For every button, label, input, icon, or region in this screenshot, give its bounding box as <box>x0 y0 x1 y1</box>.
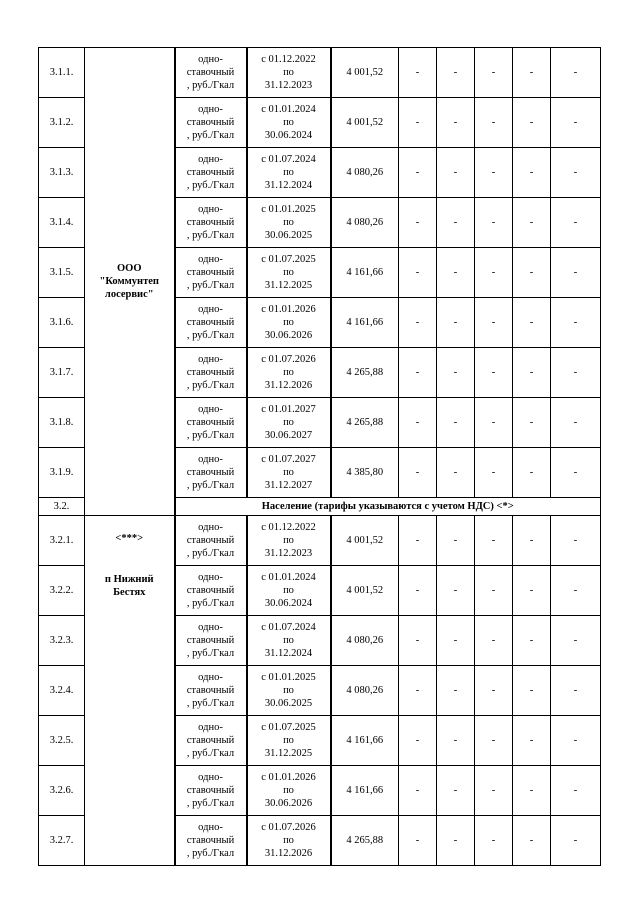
empty-value-cell: - <box>475 248 513 298</box>
tariff-type-cell-line: одно- <box>198 722 223 733</box>
period-cell-line: 30.06.2024 <box>264 130 313 141</box>
period-cell-line: с 01.01.2027 <box>261 404 316 415</box>
empty-value-cell: - <box>475 148 513 198</box>
tariff-value-cell: 4 265,88 <box>331 348 399 398</box>
period-cell-line: 30.06.2025 <box>264 230 313 241</box>
tariff-type-cell <box>175 298 247 348</box>
empty-value-cell: - <box>475 816 513 866</box>
tariff-value-cell: 4 265,88 <box>331 816 399 866</box>
tariff-value-cell: 4 001,52 <box>331 48 399 98</box>
period-cell <box>247 98 331 148</box>
period-cell-line: по <box>283 535 294 546</box>
empty-value-cell: - <box>513 298 551 348</box>
empty-value-cell: - <box>513 766 551 816</box>
empty-value-cell: - <box>475 398 513 448</box>
period-cell <box>247 816 331 866</box>
empty-value-cell: - <box>437 398 475 448</box>
empty-value-cell: - <box>551 98 601 148</box>
tariff-value-cell: 4 161,66 <box>331 298 399 348</box>
tariff-type-cell-line: ставочный <box>186 267 235 278</box>
tariff-type-cell-line: ставочный <box>186 635 235 646</box>
tariff-type-cell-line: ставочный <box>186 317 235 328</box>
tariff-type-cell-line: одно- <box>198 822 223 833</box>
organization-name-line: ООО <box>116 263 142 274</box>
tariff-type-cell-line: одно- <box>198 404 223 415</box>
tariff-type-cell <box>175 398 247 448</box>
empty-value-cell: - <box>399 716 437 766</box>
period-cell-line: по <box>283 735 294 746</box>
period-cell <box>247 148 331 198</box>
period-cell-line: с 01.01.2025 <box>261 204 316 215</box>
empty-value-cell: - <box>513 248 551 298</box>
period-cell-line: по <box>283 635 294 646</box>
period-cell-line: 30.06.2025 <box>264 698 313 709</box>
empty-value-cell: - <box>399 298 437 348</box>
row-number-cell: 3.1.2. <box>39 98 85 148</box>
empty-value-cell: - <box>551 348 601 398</box>
empty-value-cell: - <box>513 198 551 248</box>
section-number-cell: 3.2. <box>39 498 85 516</box>
spacer <box>85 516 174 532</box>
empty-value-cell: - <box>551 398 601 448</box>
tariff-type-cell <box>175 516 247 566</box>
empty-value-cell: - <box>399 816 437 866</box>
row-number-cell: 3.2.3. <box>39 616 85 666</box>
empty-value-cell: - <box>551 766 601 816</box>
empty-value-cell: - <box>399 148 437 198</box>
empty-value-cell: - <box>399 248 437 298</box>
row-number-cell: 3.1.8. <box>39 398 85 448</box>
organization-location-line: Бестях <box>113 587 146 598</box>
period-cell-line: с 01.01.2026 <box>261 772 316 783</box>
table-row <box>39 516 601 566</box>
row-number-cell: 3.2.4. <box>39 666 85 716</box>
tariff-type-cell-line: , руб./Гкал <box>186 480 235 491</box>
period-cell-line: по <box>283 585 294 596</box>
empty-value-cell: - <box>475 448 513 498</box>
organization-name-line: лосервис" <box>104 289 154 300</box>
tariff-type-cell <box>175 48 247 98</box>
empty-value-cell: - <box>399 666 437 716</box>
empty-value-cell: - <box>513 816 551 866</box>
empty-value-cell: - <box>551 48 601 98</box>
tariff-type-cell <box>175 98 247 148</box>
table-row <box>39 48 601 98</box>
tariff-type-cell-line: одно- <box>198 772 223 783</box>
organization-name-line: "Коммунтеп <box>99 276 159 287</box>
period-cell-line: по <box>283 417 294 428</box>
empty-value-cell: - <box>513 616 551 666</box>
tariff-type-cell <box>175 716 247 766</box>
period-cell <box>247 348 331 398</box>
tariff-type-cell-line: одно- <box>198 104 223 115</box>
tariff-type-cell-line: ставочный <box>186 585 235 596</box>
tariff-type-cell-line: одно- <box>198 522 223 533</box>
period-cell <box>247 398 331 448</box>
tariff-value-cell: 4 001,52 <box>331 98 399 148</box>
tariff-table-body <box>39 48 601 866</box>
organization-cell <box>85 48 175 516</box>
period-cell-line: по <box>283 467 294 478</box>
empty-value-cell: - <box>551 448 601 498</box>
empty-value-cell: - <box>475 666 513 716</box>
period-cell-line: с 01.07.2025 <box>261 254 316 265</box>
period-cell-line: 31.12.2024 <box>264 180 313 191</box>
empty-value-cell: - <box>437 448 475 498</box>
period-cell-line: с 01.07.2025 <box>261 722 316 733</box>
empty-value-cell: - <box>437 816 475 866</box>
tariff-type-cell-line: одно- <box>198 254 223 265</box>
period-cell-line: 31.12.2025 <box>264 280 313 291</box>
period-cell-line: по <box>283 267 294 278</box>
empty-value-cell: - <box>513 666 551 716</box>
tariff-type-cell-line: , руб./Гкал <box>186 230 235 241</box>
empty-value-cell: - <box>399 348 437 398</box>
period-cell-line: по <box>283 217 294 228</box>
empty-value-cell: - <box>437 298 475 348</box>
period-cell-line: с 01.07.2024 <box>261 622 316 633</box>
period-cell-line: 31.12.2026 <box>264 848 313 859</box>
empty-value-cell: - <box>475 566 513 616</box>
tariff-type-cell-line: , руб./Гкал <box>186 798 235 809</box>
tariff-value-cell: 4 001,52 <box>331 516 399 566</box>
row-number-cell: 3.1.5. <box>39 248 85 298</box>
empty-value-cell: - <box>399 616 437 666</box>
tariff-type-cell-line: одно- <box>198 304 223 315</box>
period-cell-line: по <box>283 785 294 796</box>
period-cell-line: 30.06.2026 <box>264 798 313 809</box>
tariff-type-cell-line: ставочный <box>186 67 235 78</box>
empty-value-cell: - <box>551 516 601 566</box>
empty-value-cell: - <box>513 148 551 198</box>
empty-value-cell: - <box>437 766 475 816</box>
tariff-type-cell-line: ставочный <box>186 535 235 546</box>
period-cell-line: по <box>283 317 294 328</box>
tariff-type-cell <box>175 448 247 498</box>
empty-value-cell: - <box>513 98 551 148</box>
row-number-cell: 3.2.6. <box>39 766 85 816</box>
empty-value-cell: - <box>437 348 475 398</box>
empty-value-cell: - <box>399 48 437 98</box>
period-cell-line: с 01.01.2024 <box>261 104 316 115</box>
empty-value-cell: - <box>475 298 513 348</box>
empty-value-cell: - <box>475 516 513 566</box>
period-cell-line: с 01.07.2027 <box>261 454 316 465</box>
empty-value-cell: - <box>475 48 513 98</box>
empty-value-cell: - <box>513 48 551 98</box>
period-cell-line: с 01.07.2026 <box>261 354 316 365</box>
tariff-value-cell: 4 001,52 <box>331 566 399 616</box>
tariff-type-cell-line: ставочный <box>186 685 235 696</box>
tariff-type-cell-line: ставочный <box>186 835 235 846</box>
tariff-value-cell: 4 161,66 <box>331 766 399 816</box>
tariff-value-cell: 4 161,66 <box>331 716 399 766</box>
tariff-type-cell <box>175 148 247 198</box>
tariff-value-cell: 4 080,26 <box>331 148 399 198</box>
empty-value-cell: - <box>437 616 475 666</box>
period-cell-line: по <box>283 117 294 128</box>
tariff-type-cell-line: , руб./Гкал <box>186 380 235 391</box>
tariff-type-cell-line: ставочный <box>186 117 235 128</box>
row-number-cell: 3.2.7. <box>39 816 85 866</box>
empty-value-cell: - <box>475 766 513 816</box>
tariff-type-cell <box>175 816 247 866</box>
tariff-type-cell <box>175 616 247 666</box>
row-number-cell: 3.2.1. <box>39 516 85 566</box>
tariff-type-cell-line: , руб./Гкал <box>186 598 235 609</box>
tariff-type-cell <box>175 198 247 248</box>
row-number-cell: 3.1.3. <box>39 148 85 198</box>
period-cell-line: 31.12.2023 <box>264 548 313 559</box>
tariff-type-cell-line: , руб./Гкал <box>186 848 235 859</box>
period-cell <box>247 298 331 348</box>
period-cell-line: с 01.01.2025 <box>261 672 316 683</box>
period-cell-line: по <box>283 685 294 696</box>
period-cell-line: 30.06.2024 <box>264 598 313 609</box>
period-cell-line: с 01.01.2024 <box>261 572 316 583</box>
tariff-value-cell: 4 080,26 <box>331 616 399 666</box>
period-cell-line: по <box>283 367 294 378</box>
tariff-type-cell-line: , руб./Гкал <box>186 748 235 759</box>
empty-value-cell: - <box>437 566 475 616</box>
empty-value-cell: - <box>475 98 513 148</box>
tariff-type-cell-line: , руб./Гкал <box>186 80 235 91</box>
tariff-type-cell-line: ставочный <box>186 217 235 228</box>
tariff-type-cell-line: , руб./Гкал <box>186 430 235 441</box>
period-cell-line: с 01.01.2026 <box>261 304 316 315</box>
empty-value-cell: - <box>551 566 601 616</box>
empty-value-cell: - <box>437 716 475 766</box>
empty-value-cell: - <box>513 716 551 766</box>
period-cell <box>247 566 331 616</box>
tariff-type-cell-line: одно- <box>198 672 223 683</box>
period-cell <box>247 48 331 98</box>
empty-value-cell: - <box>551 198 601 248</box>
tariff-type-cell-line: одно- <box>198 154 223 165</box>
row-number-cell: 3.1.9. <box>39 448 85 498</box>
empty-value-cell: - <box>475 616 513 666</box>
row-number-cell: 3.1.4. <box>39 198 85 248</box>
row-number-cell: 3.1.7. <box>39 348 85 398</box>
tariff-type-cell <box>175 348 247 398</box>
tariff-type-cell-line: одно- <box>198 454 223 465</box>
empty-value-cell: - <box>437 48 475 98</box>
tariff-type-cell-line: ставочный <box>186 735 235 746</box>
tariff-type-cell <box>175 248 247 298</box>
tariff-type-cell-line: , руб./Гкал <box>186 648 235 659</box>
row-number-cell: 3.1.6. <box>39 298 85 348</box>
empty-value-cell: - <box>399 398 437 448</box>
empty-value-cell: - <box>513 516 551 566</box>
period-cell <box>247 248 331 298</box>
tariff-value-cell: 4 385,80 <box>331 448 399 498</box>
period-cell <box>247 616 331 666</box>
empty-value-cell: - <box>513 566 551 616</box>
period-cell-line: с 01.12.2022 <box>261 522 316 533</box>
empty-value-cell: - <box>399 566 437 616</box>
organization-location-line: п Нижний <box>104 574 154 585</box>
tariff-type-cell-line: одно- <box>198 204 223 215</box>
period-cell <box>247 448 331 498</box>
empty-value-cell: - <box>551 616 601 666</box>
tariff-value-cell: 4 161,66 <box>331 248 399 298</box>
tariff-type-cell-line: , руб./Гкал <box>186 330 235 341</box>
period-cell-line: с 01.07.2024 <box>261 154 316 165</box>
period-cell <box>247 716 331 766</box>
period-cell <box>247 516 331 566</box>
row-number-cell: 3.2.5. <box>39 716 85 766</box>
empty-value-cell: - <box>399 448 437 498</box>
empty-value-cell: - <box>399 98 437 148</box>
organization-note-line: <***> <box>115 533 144 544</box>
period-cell-line: 30.06.2027 <box>264 430 313 441</box>
tariff-value-cell: 4 080,26 <box>331 666 399 716</box>
period-cell-line: 31.12.2026 <box>264 380 313 391</box>
period-cell-line: с 01.07.2026 <box>261 822 316 833</box>
empty-value-cell: - <box>437 198 475 248</box>
empty-value-cell: - <box>551 148 601 198</box>
empty-value-cell: - <box>551 248 601 298</box>
tariff-value-cell: 4 265,88 <box>331 398 399 448</box>
empty-value-cell: - <box>513 448 551 498</box>
tariff-type-cell <box>175 666 247 716</box>
empty-value-cell: - <box>437 98 475 148</box>
period-cell-line: 31.12.2024 <box>264 648 313 659</box>
empty-value-cell: - <box>437 148 475 198</box>
tariff-type-cell-line: , руб./Гкал <box>186 548 235 559</box>
empty-value-cell: - <box>551 816 601 866</box>
period-cell <box>247 666 331 716</box>
tariff-type-cell-line: одно- <box>198 54 223 65</box>
empty-value-cell: - <box>513 348 551 398</box>
period-cell-line: 31.12.2027 <box>264 480 313 491</box>
row-number-cell: 3.1.1. <box>39 48 85 98</box>
tariff-value-cell: 4 080,26 <box>331 198 399 248</box>
tariff-type-cell-line: ставочный <box>186 467 235 478</box>
empty-value-cell: - <box>437 248 475 298</box>
tariff-type-cell-line: одно- <box>198 572 223 583</box>
period-cell-line: по <box>283 67 294 78</box>
empty-value-cell: - <box>513 398 551 448</box>
empty-value-cell: - <box>437 516 475 566</box>
row-number-cell: 3.2.2. <box>39 566 85 616</box>
tariff-type-cell-line: ставочный <box>186 417 235 428</box>
period-cell-line: по <box>283 835 294 846</box>
tariff-type-cell-line: , руб./Гкал <box>186 698 235 709</box>
empty-value-cell: - <box>437 666 475 716</box>
empty-value-cell: - <box>475 716 513 766</box>
tariff-type-cell-line: , руб./Гкал <box>186 130 235 141</box>
empty-value-cell: - <box>551 298 601 348</box>
empty-value-cell: - <box>475 348 513 398</box>
tariff-type-cell-line: , руб./Гкал <box>186 180 235 191</box>
empty-value-cell: - <box>475 198 513 248</box>
tariff-type-cell <box>175 766 247 816</box>
spacer <box>85 545 174 573</box>
tariff-type-cell-line: , руб./Гкал <box>186 280 235 291</box>
organization-cell <box>85 516 175 866</box>
period-cell <box>247 766 331 816</box>
period-cell-line: с 01.12.2022 <box>261 54 316 65</box>
period-cell-line: по <box>283 167 294 178</box>
period-cell-line: 31.12.2025 <box>264 748 313 759</box>
tariff-type-cell-line: ставочный <box>186 167 235 178</box>
tariff-type-cell-line: ставочный <box>186 367 235 378</box>
empty-value-cell: - <box>551 716 601 766</box>
empty-value-cell: - <box>551 666 601 716</box>
tariff-type-cell-line: одно- <box>198 622 223 633</box>
empty-value-cell: - <box>399 766 437 816</box>
period-cell-line: 30.06.2026 <box>264 330 313 341</box>
tariff-type-cell <box>175 566 247 616</box>
tariff-type-cell-line: ставочный <box>186 785 235 796</box>
tariff-type-cell-line: одно- <box>198 354 223 365</box>
section-title-cell: Население (тарифы указываются с учетом НДС) <*> <box>175 498 601 516</box>
period-cell-line: 31.12.2023 <box>264 80 313 91</box>
empty-value-cell: - <box>399 516 437 566</box>
empty-value-cell: - <box>399 198 437 248</box>
tariff-table <box>38 47 601 866</box>
period-cell <box>247 198 331 248</box>
